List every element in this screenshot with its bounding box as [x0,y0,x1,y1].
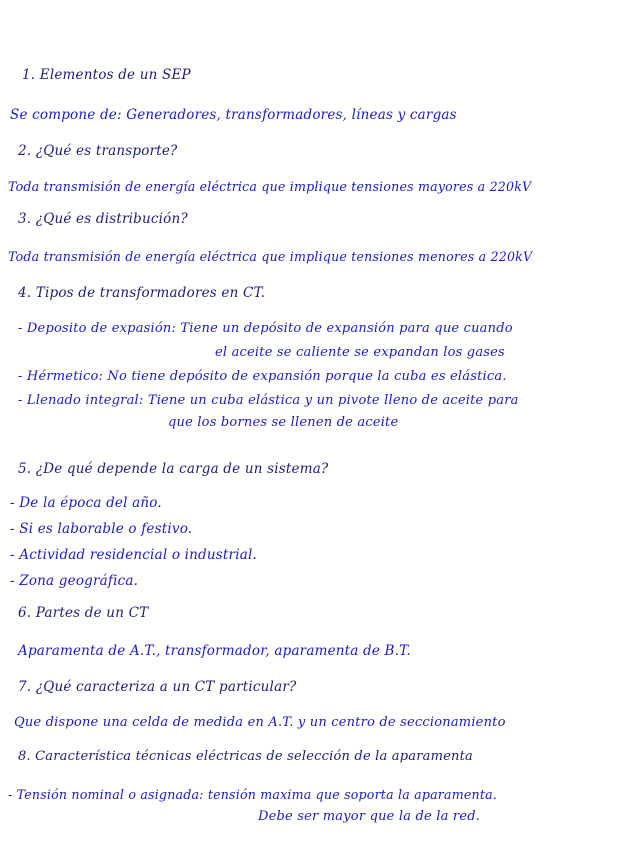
answer-2: Toda transmisión de energía eléctrica que implique tensiones mayores a 220kV [8,179,532,194]
answer-7: Que dispone una celda de medida en A.T. y un centro de seccionamiento [14,715,506,730]
question-2: 2. ¿Qué es transporte? [18,143,178,159]
question-5: 5. ¿De qué depende la carga de un sistema? [18,461,329,477]
question-4: 4. Tipos de transformadores en CT. [18,285,266,301]
answer-4-item-2: - Hérmetico: No tiene depósito de expansión porque la cuba es elástica. [18,369,507,384]
question-3: 3. ¿Qué es distribución? [18,211,188,227]
question-7: 7. ¿Qué caracteriza a un CT particular? [18,679,297,695]
answer-5-item-4: - Zona geográfica. [10,573,139,589]
answer-3: Toda transmisión de energía eléctrica que implique tensiones menores a 220kV [8,249,533,264]
question-1: 1. Elementos de un SEP [22,67,191,83]
question-6: 6. Partes de un CT [18,605,149,621]
answer-4-item-1: - Deposito de expasión: Tiene un depósito de expansión para que cuando [18,321,513,336]
answer-4-item-3-cont: que los bornes se llenen de aceite [168,415,399,430]
answer-4-item-1-cont: el aceite se caliente se expandan los gases [215,345,505,360]
answer-8-item-1-cont: Debe ser mayor que la de la red. [258,809,481,824]
answer-5-item-2: - Si es laborable o festivo. [10,521,193,537]
answer-8-item-1: - Tensión nominal o asignada: tensión maxima que soporta la aparamenta. [8,787,498,802]
answer-5-item-1: - De la época del año. [10,495,162,511]
answer-6: Aparamenta de A.T., transformador, aparamenta de B.T. [18,643,411,659]
answer-1: Se compone de: Generadores, transformadores, líneas y cargas [10,107,457,123]
answer-5-item-3: - Actividad residencial o industrial. [10,547,257,563]
answer-4-item-3: - Llenado integral: Tiene un cuba elástica y un pivote lleno de aceite para [18,393,519,408]
question-8: 8. Característica técnicas eléctricas de selección de la aparamenta [18,749,473,764]
